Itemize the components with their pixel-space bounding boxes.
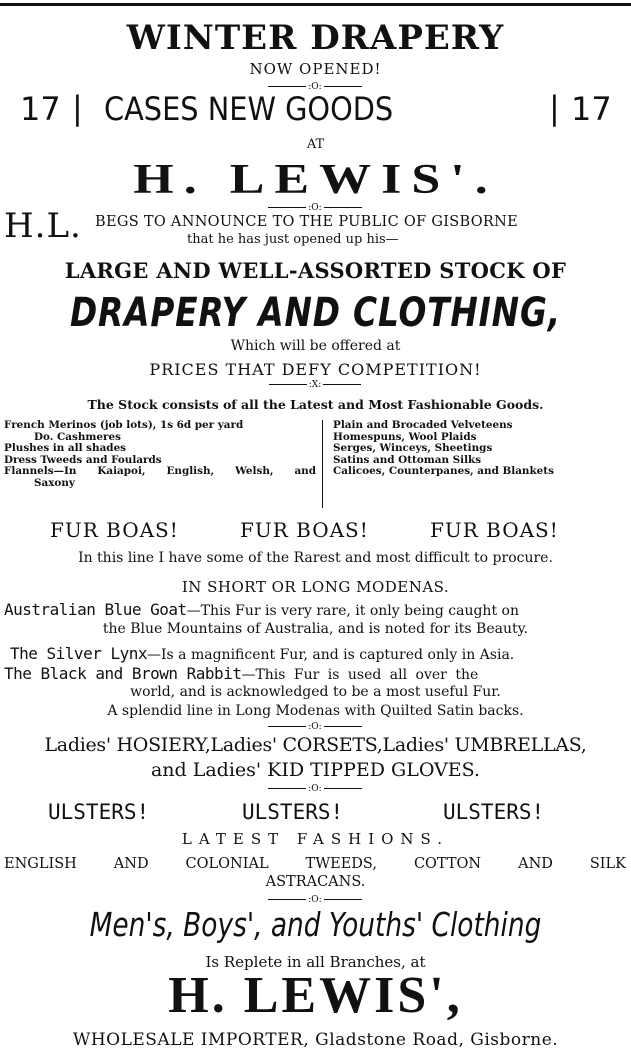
stock-item: French Merinos (job lots), 1s 6d per yard: [4, 419, 244, 431]
cases-text: CASES NEW GOODS: [104, 90, 394, 128]
drapery-clothing: DRAPERY AND CLOTHING,: [69, 290, 561, 336]
tweeds-text: ENGLISH AND COLONIAL TWEEDS, COTTON AND SILK: [4, 856, 626, 872]
modenas-text: IN SHORT OR LONG MODENAS.: [181, 578, 450, 596]
stock-consists: The Stock consists of all the Latest and Most Fashionable Goods.: [87, 397, 544, 412]
rarest-text: In this line I have some of the Rarest and most difficult to procure.: [78, 550, 553, 566]
cases-bar-right: |: [549, 89, 560, 127]
at-text: AT: [306, 137, 325, 152]
goat-title: Australian Blue Goat: [4, 600, 187, 619]
ulsters-row: [0, 800, 631, 828]
stock-item: Do. Cashmeres: [34, 430, 121, 443]
goat-text: —This Fur is very rare, it only being caught on: [186, 603, 519, 619]
separator: :O:: [245, 203, 385, 213]
ulsters: ULSTERS!: [242, 800, 344, 824]
stock-item: Flannels—In Kaiapoi, English, Welsh, and: [4, 465, 316, 477]
cases-count-left: 17: [20, 90, 61, 128]
fur-boas: FUR BOAS!: [50, 518, 179, 542]
cases-bar-left: |: [72, 89, 83, 127]
initials: H.L.: [4, 206, 82, 246]
goat-text-2: the Blue Mountains of Australia, and is noted for its Beauty.: [102, 621, 529, 637]
separator: :O:: [245, 82, 385, 92]
announce-line-2: that he has just opened up his—: [187, 232, 399, 247]
fur-boas: FUR BOAS!: [240, 518, 369, 542]
lynx-line: [10, 644, 514, 663]
stock-item: Satins and Ottoman Silks: [333, 453, 482, 466]
headline-title: WINTER DRAPERY: [126, 18, 505, 58]
stock-list-left: [4, 420, 316, 489]
stock-item: Calicoes, Counterpanes, and Blankets: [333, 465, 554, 477]
astracans-text: ASTRACANS.: [265, 874, 366, 890]
ladies-line-2: and Ladies' KID TIPPED GLOVES.: [150, 759, 481, 781]
separator: :O:: [245, 722, 385, 732]
offered-text: Which will be offered at: [230, 338, 401, 354]
importer-text: WHOLESALE IMPORTER, Gladstone Road, Gisborne.: [72, 1030, 559, 1050]
separator: :X:: [245, 380, 385, 390]
rabbit-text-2: world, and is acknowledged to be a most useful Fur.: [130, 684, 501, 700]
stock-heading: LARGE AND WELL-ASSORTED STOCK OF: [64, 258, 567, 283]
stock-item: Saxony: [34, 476, 75, 489]
top-border-rule: [0, 3, 631, 6]
replete-text: Is Replete in all Branches, at: [205, 953, 426, 971]
separator: :O:: [245, 895, 385, 905]
clothing-heading: Men's, Boys', and Youths' Clothing: [89, 905, 542, 944]
rabbit-title: The Black and Brown Rabbit: [4, 664, 242, 683]
prices-text: PRICES THAT DEFY COMPETITION!: [149, 360, 482, 379]
rabbit-line: [4, 664, 626, 683]
announce-line-1: BEGS TO ANNOUNCE TO THE PUBLIC OF GISBORNE: [95, 214, 518, 230]
stock-item: Homespuns, Wool Plaids: [333, 430, 477, 443]
rabbit-text: —This Fur is used all over the: [241, 667, 479, 683]
separator: :O:: [245, 784, 385, 794]
stock-item: Plushes in all shades: [4, 442, 127, 454]
stock-list-right: [322, 420, 631, 508]
store-name-footer: H. LEWIS',: [168, 967, 463, 1024]
latest-fashions: LATEST FASHIONS.: [181, 830, 450, 848]
stock-item: Serges, Winceys, Sheetings: [333, 442, 493, 454]
ladies-line-1: Ladies' HOSIERY,Ladies' CORSETS,Ladies' UMBRELLAS,: [44, 734, 587, 756]
stock-item: Plain and Brocaded Velveteens: [333, 419, 513, 431]
cases-count-right: 17: [571, 90, 612, 128]
ulsters: ULSTERS!: [443, 800, 545, 824]
fur-boas: FUR BOAS!: [430, 518, 559, 542]
lynx-text: —Is a magnificent Fur, and is captured only in Asia.: [147, 647, 515, 663]
goat-line: [4, 600, 626, 619]
lynx-title: The Silver Lynx: [10, 644, 147, 663]
splendid-text: A splendid line in Long Modenas with Quilted Satin backs.: [107, 703, 524, 719]
ulsters: ULSTERS!: [48, 800, 150, 824]
fur-boas-row: [0, 518, 631, 544]
cases-line: [0, 90, 631, 132]
store-name-header: H. LEWIS'.: [133, 156, 498, 203]
headline-subtitle: NOW OPENED!: [249, 60, 382, 78]
stock-item: Dress Tweeds and Foulards: [4, 453, 162, 466]
stock-columns: [4, 420, 626, 510]
